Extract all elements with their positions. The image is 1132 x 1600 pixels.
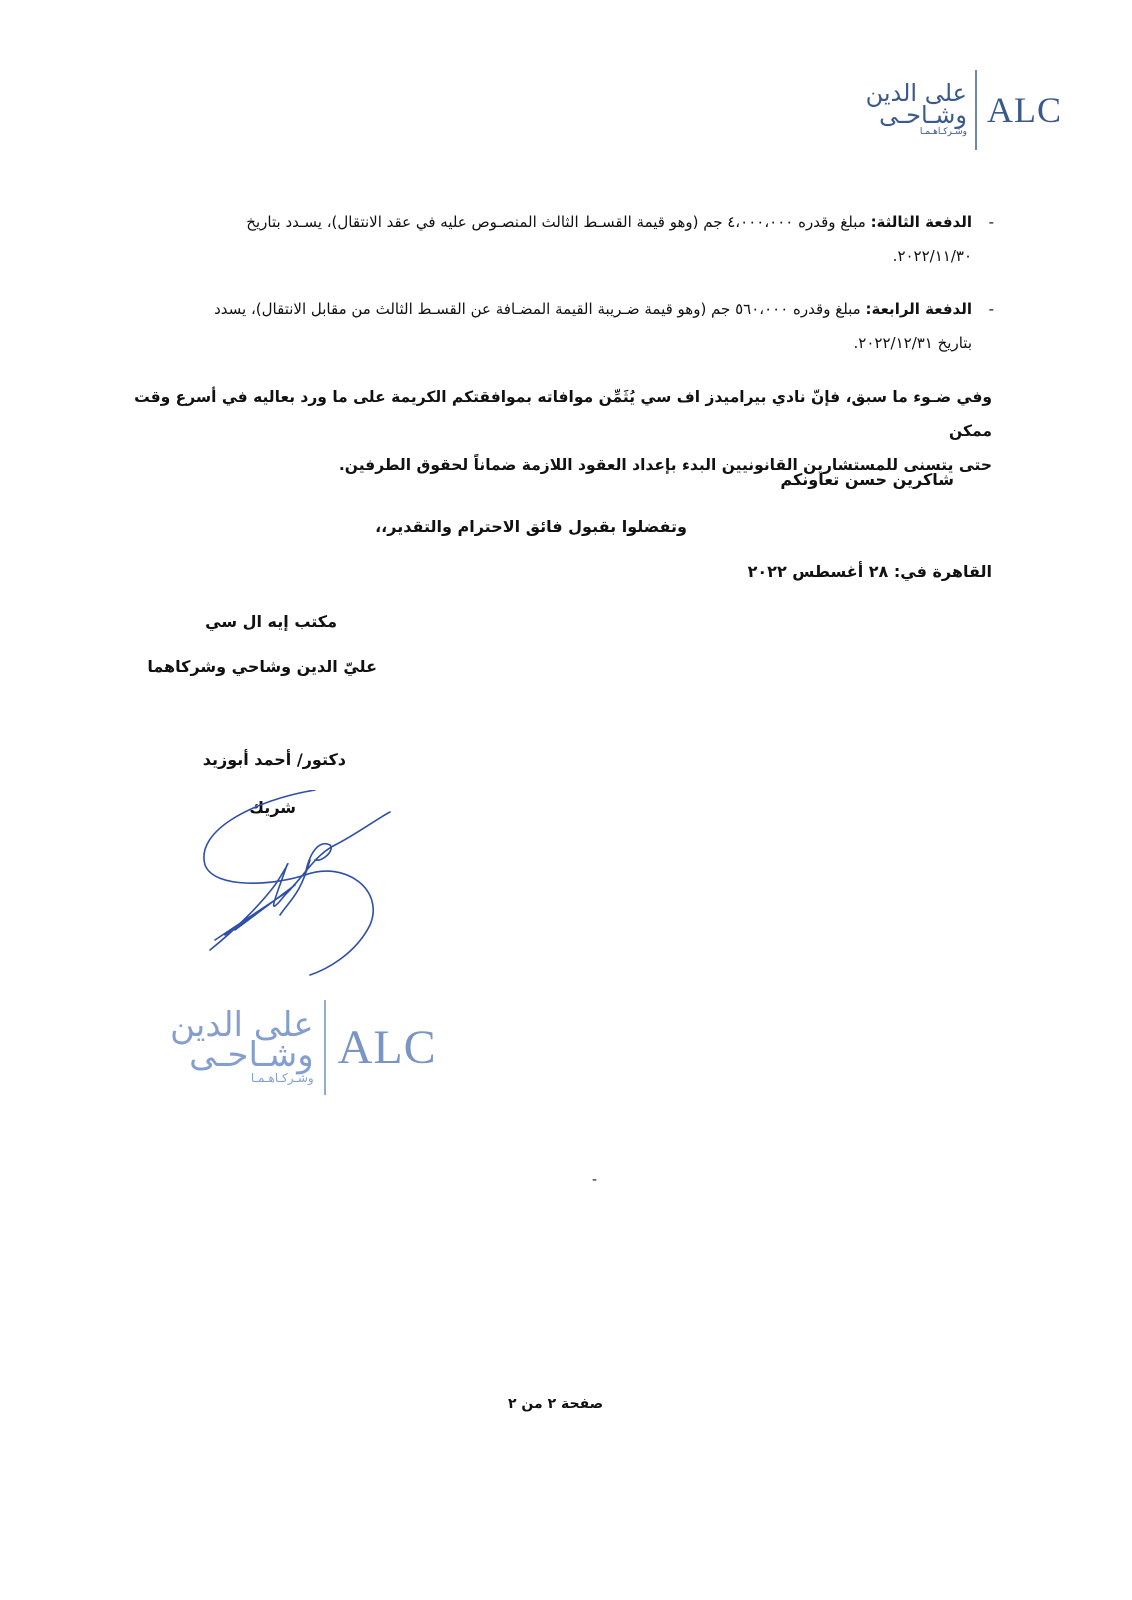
stamp-arabic-line2: وشـاحـى — [189, 1034, 314, 1075]
letterhead-arabic-name — [865, 79, 967, 138]
payment-label: الدفعة الرابعة: — [865, 300, 972, 318]
payment-text: مبلغ وقدره ٥٦٠،٠٠٠ جم (وهو قيمة ضـريبة القيمة المضـافة عن القسـط الثالث من مقابل الانتقال)، يسدد — [214, 300, 861, 318]
letterhead-logo — [866, 70, 1062, 150]
thanks-line: شاكرين حسن تعاونكم — [780, 470, 954, 489]
signatory-name: دكتور/ أحمد أبوزيد — [202, 750, 346, 769]
bullet-dash: - — [988, 300, 994, 318]
closing-line2: حتى يتسنى للمستشارين القانونيين البدء بإعداد العقود اللازمة ضماناً لحقوق الطرفين. — [338, 456, 992, 474]
closing-paragraph — [112, 380, 992, 482]
letterhead-arabic-line2: وشـاحـى — [879, 101, 967, 129]
letterhead-latin-name: ALC — [987, 90, 1062, 130]
payment-label: الدفعة الثالثة: — [870, 213, 972, 231]
stamp-latin-name: ALC — [337, 1021, 437, 1074]
letterhead-arabic-line3: وشـركـاهـمـا — [919, 127, 967, 137]
stamp-logo — [170, 1000, 437, 1095]
closing-line1: وفي ضـوء ما سبق، فإنّ نادي بيراميدز اف سي يُثَمِّن موافاته بموافقتكم الكريمة على ما ورد بعاليه في أسرع وقت ممكن — [134, 388, 992, 440]
signatory-title: شريك — [249, 798, 296, 817]
page-number: صفحة ٢ من ٢ — [508, 1396, 604, 1412]
stamp-arabic-name — [170, 1004, 314, 1086]
office-name: مكتب إيه ال سي — [205, 612, 337, 631]
footer-dash: - — [592, 1172, 598, 1188]
stamp-arabic-line3: وشـركـاهـمـا — [250, 1070, 314, 1085]
payment-item-fourth — [142, 292, 994, 360]
bullet-dash: - — [988, 213, 994, 231]
firm-name: عليّ الدين وشاحي وشركاهما — [147, 657, 377, 676]
stamp-arabic-line1: على الدين — [170, 1004, 314, 1045]
payment-line1 — [142, 205, 972, 239]
payment-line2: ٢٠٢٢/١١/٣٠. — [892, 247, 972, 265]
payment-item-third — [142, 205, 994, 273]
letterhead-divider — [975, 70, 977, 150]
handwritten-signature — [195, 790, 395, 980]
payment-line1 — [142, 292, 972, 326]
payment-line2: بتاريخ ٢٠٢٢/١٢/٣١. — [853, 334, 972, 352]
stamp-divider — [324, 1000, 326, 1095]
place-date-line: القاهرة في: ٢٨ أغسطس ٢٠٢٢ — [747, 562, 992, 581]
regards-line: وتفضلوا بقبول فائق الاحترام والتقدير،، — [375, 517, 687, 536]
letterhead-arabic-line1: على الدين — [865, 79, 967, 107]
payment-text: مبلغ وقدره ٤،٠٠٠،٠٠٠ جم (وهو قيمة القسـط الثالث المنصـوص عليه في عقد الانتقال)، يسـدد بتاريخ — [246, 213, 866, 231]
